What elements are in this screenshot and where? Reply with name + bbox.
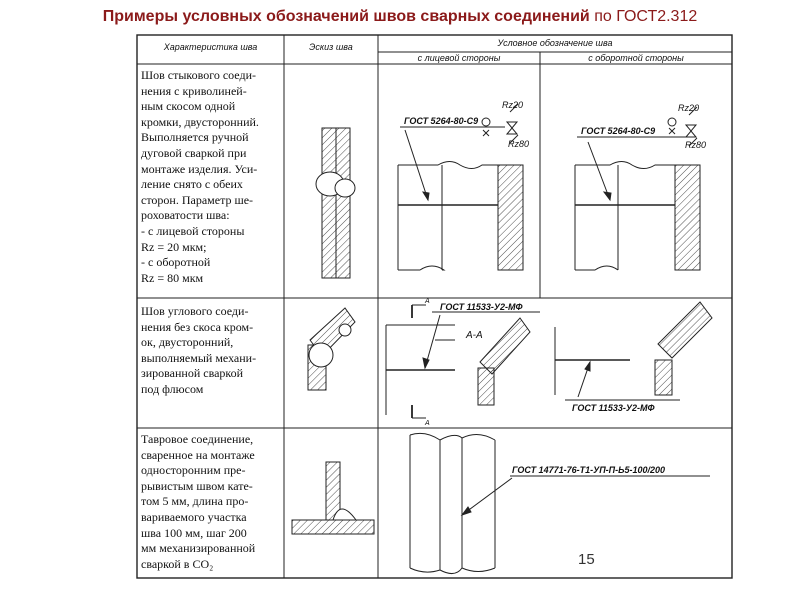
row2-cut-mark-bottom: А: [425, 420, 430, 427]
row2-cut-mark-top: А: [425, 298, 430, 305]
row1-rz-bottom-back: Rz80: [685, 140, 707, 150]
butt-joint-front-view: [398, 104, 523, 270]
row2-description: Шов углового соеди- нения без скоса кром- ок, двусторонний, выполняемый механи- зированной сваркой под флюсом: [141, 304, 257, 396]
row1-gost-back: ГОСТ 5264-80-С9: [581, 126, 656, 136]
row1-rz-top-front: Rz20: [502, 100, 524, 110]
corner-joint-back-view: [555, 302, 712, 400]
t-joint-sketch: [292, 462, 374, 534]
butt-joint-sketch: [316, 128, 355, 278]
header-characteristic: Характеристика шва: [163, 42, 258, 52]
row3-gost-front: ГОСТ 14771-76-Т1-УП-П-Ь5-100/200: [512, 465, 666, 475]
corner-joint-front-view: [386, 305, 540, 418]
row1-rz-top-back: Rz20: [678, 103, 700, 113]
header-designation: Условное обозначение шва: [497, 38, 613, 48]
row1-rz-bottom-front: Rz80: [508, 139, 530, 149]
row3-description: Тавровое соединение, сваренное на монтаже односторонним пре- рывистым швом кате- том 5 мм, длина про- вариваемого участка шва 100 мм, шаг 200 мм механизированной сваркой в CO₂: [141, 432, 256, 571]
row1-description: Шов стыкового соеди- нения с криволиней- ным скосом одной кромки, двусторонний. Выполняется ручной дуговой сваркой при монтаже изделия. Уси- ление снято с обеих сторон. Параметр ше- роховатости шва: - с лицевой стороны Rz = 20 мкм; - с оборотной Rz = 80 мкм: [141, 68, 259, 285]
title-bold: Примеры условных обозначений швов сварных соединений: [102, 8, 590, 25]
corner-joint-sketch: [308, 308, 355, 390]
row2-section-label: А-А: [466, 330, 483, 341]
row2-gost-front: ГОСТ 11533-У2-МФ: [440, 302, 523, 312]
header-front-side: с лицевой стороны: [417, 53, 501, 63]
row1-gost-front: ГОСТ 5264-80-С9: [404, 116, 479, 126]
t-joint-front-view: [410, 433, 710, 573]
header-back-side: с оборотной стороны: [588, 53, 684, 63]
title-normal: по ГОСТ2.312: [589, 8, 698, 25]
row2-gost-back: ГОСТ 11533-У2-МФ: [572, 403, 655, 413]
page-number: 15: [578, 551, 595, 568]
header-sketch: Эскиз шва: [309, 42, 353, 52]
